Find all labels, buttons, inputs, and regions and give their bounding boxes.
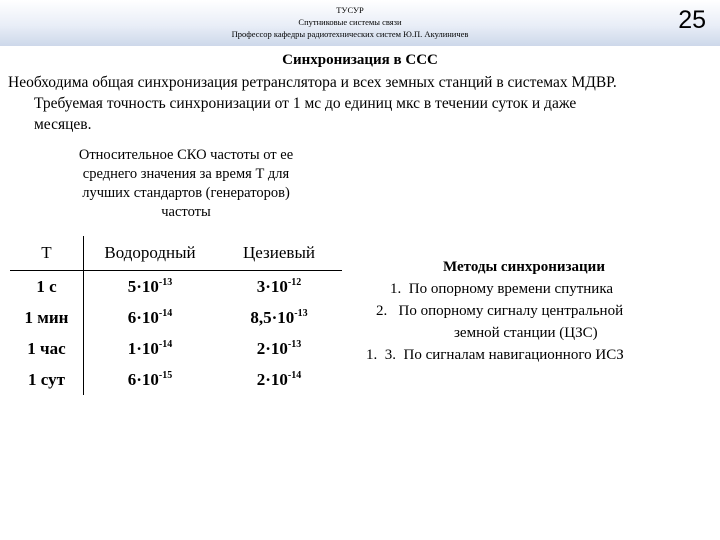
table-row bbox=[10, 333, 342, 364]
table-row bbox=[10, 271, 342, 303]
hydrogen-value: $6\cdot 10^{-14}$ bbox=[127, 307, 173, 327]
caption-line-3: лучших стандартов (генераторов) bbox=[82, 185, 290, 201]
cesium-value: $2\cdot 10^{-13}$ bbox=[256, 338, 302, 358]
cesium-value: $8,5\cdot 10^{-13}$ bbox=[250, 307, 308, 327]
row-time: 1 сут bbox=[10, 364, 84, 395]
method-item-2-cont: земной станции (ЦЗС) bbox=[454, 325, 598, 341]
slide-title: Синхронизация в ССС bbox=[282, 52, 438, 68]
intro-line-1: Необходима общая синхронизация ретранслятора и всех земных станций в системах МДВР. bbox=[8, 74, 617, 91]
frequency-stability-table bbox=[10, 236, 342, 395]
header-hydrogen: Водородный bbox=[84, 236, 217, 271]
intro-line-2: Требуемая точность синхронизации от 1 мс до единиц мкс в течении суток и даже bbox=[34, 95, 577, 112]
method-item-1: 1. По опорному времени спутника bbox=[390, 281, 614, 297]
method-item-2: 2. По опорному сигналу центральной bbox=[376, 303, 624, 319]
slide-header bbox=[0, 0, 720, 46]
author-line: Профессор кафедры радиотехнических систем Ю.П. Акулиничев bbox=[231, 29, 469, 39]
caption-line-1: Относительное СКО частоты от ее bbox=[78, 147, 294, 163]
row-time: 1 с bbox=[10, 271, 84, 303]
caption-line-2: среднего значения за время Т для bbox=[82, 166, 290, 182]
methods-title: Методы синхронизации bbox=[443, 259, 605, 275]
header-time: Т bbox=[10, 236, 84, 271]
intro-text bbox=[8, 72, 720, 135]
university-name: ТУСУР bbox=[336, 5, 364, 15]
header-text bbox=[150, 4, 550, 40]
course-name: Спутниковые системы связи bbox=[298, 17, 402, 27]
table-row bbox=[10, 364, 342, 395]
cesium-value: $2\cdot 10^{-14}$ bbox=[256, 369, 302, 389]
caption-line-4: частоты bbox=[161, 204, 211, 220]
method-item-3: 1. 3. По сигналам навигационного ИСЗ bbox=[366, 347, 624, 363]
header-cesium: Цезиевый bbox=[216, 236, 342, 271]
sync-methods bbox=[352, 256, 696, 366]
row-time: 1 час bbox=[10, 333, 84, 364]
hydrogen-value: $5\cdot 10^{-13}$ bbox=[127, 276, 173, 296]
hydrogen-value: $6\cdot 10^{-15}$ bbox=[127, 369, 173, 389]
table-header-row bbox=[10, 236, 342, 271]
slide-number: 25 bbox=[678, 6, 706, 34]
hydrogen-value: $1\cdot 10^{-14}$ bbox=[127, 338, 173, 358]
table-row bbox=[10, 302, 342, 333]
row-time: 1 мин bbox=[10, 302, 84, 333]
intro-line-3: месяцев. bbox=[34, 116, 92, 133]
cesium-value: $3\cdot 10^{-12}$ bbox=[256, 276, 302, 296]
table-caption bbox=[40, 146, 332, 222]
